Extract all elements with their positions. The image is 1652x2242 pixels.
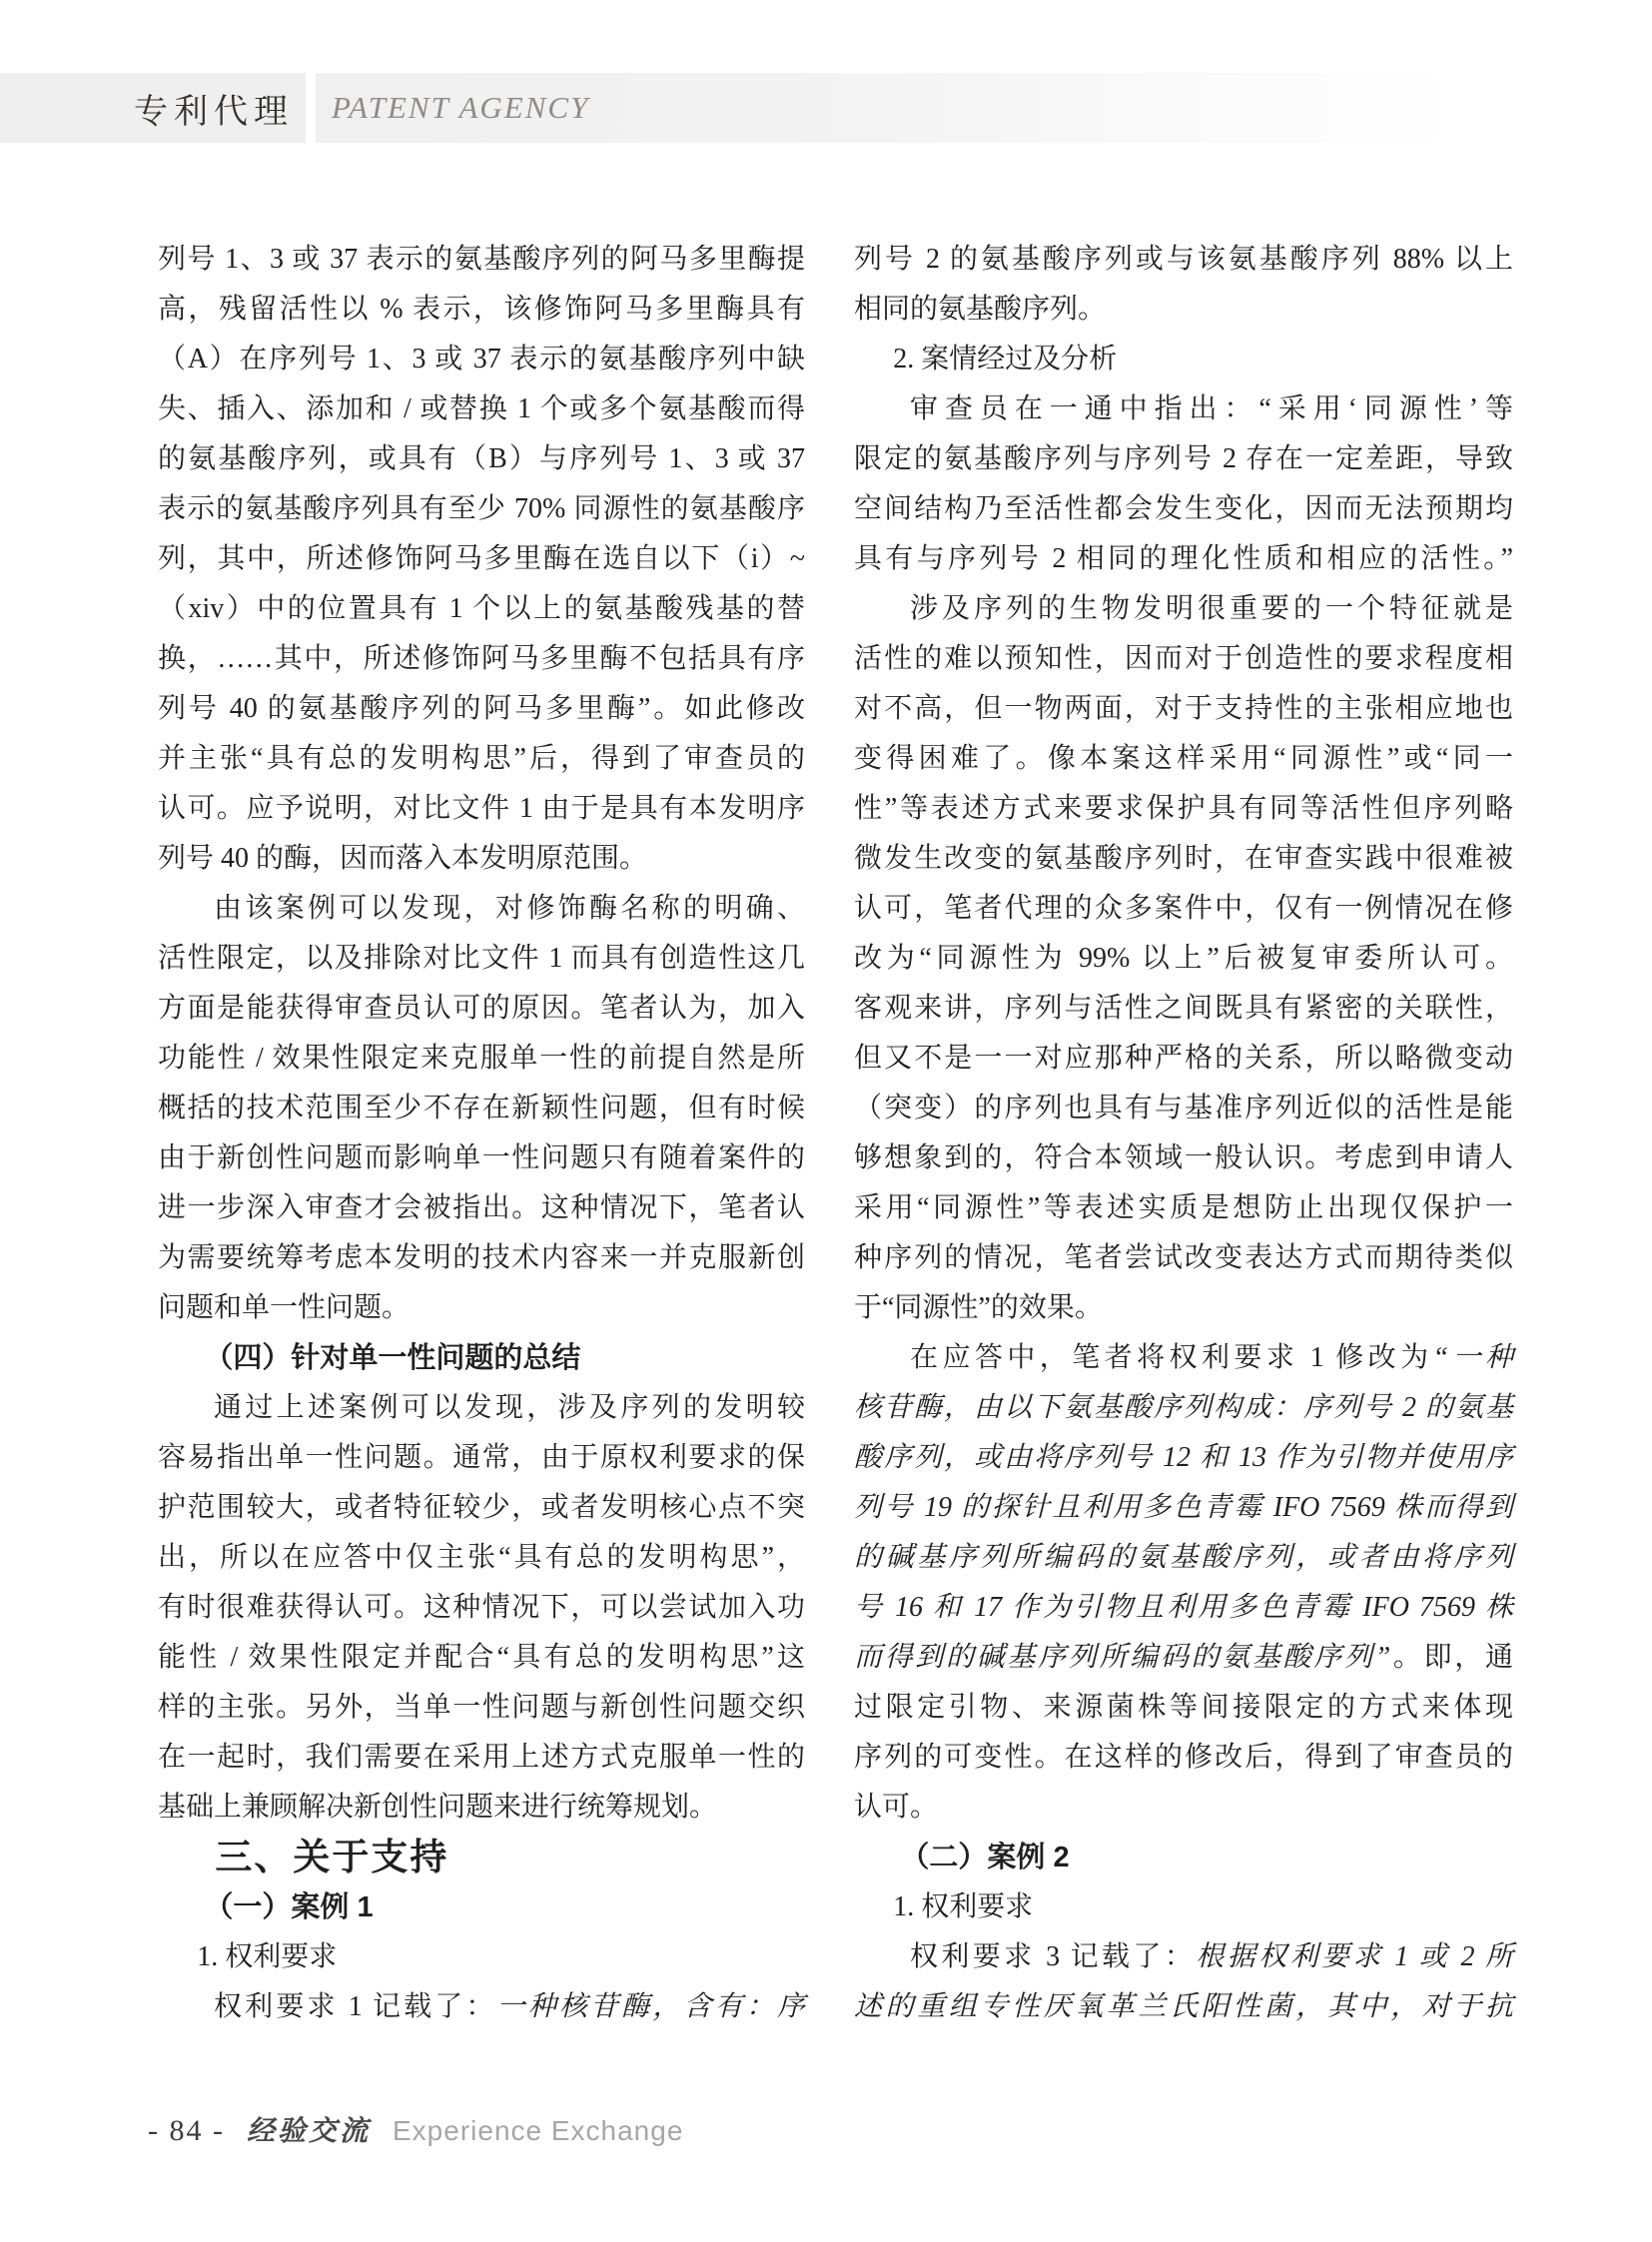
text-line: 三、关于支持 — [215, 1837, 449, 1877]
text-line: 护范围较大，或者特征较少，或者发明核心点不突 — [158, 1492, 805, 1523]
text-line — [854, 1483, 1513, 1533]
text-line: 客观来讲，序列与活性之间既具有紧密的关联性， — [854, 993, 1513, 1024]
text-line: 限定的氨基酸序列与序列号 2 存在一定差距，导致 — [854, 443, 1513, 474]
text-line: 但又不是一一对应那种严格的关系，所以略微变动 — [854, 1043, 1513, 1074]
text-line: 活性限定，以及排除对比文件 1 而具有创造性这几 — [158, 943, 805, 974]
page-footer — [148, 2109, 683, 2149]
text-column-left — [158, 235, 805, 2032]
text-line: 表示的氨基酸序列具有至少 70% 同源性的氨基酸序 — [158, 493, 805, 524]
text-line: 认可。应予说明，对比文件 1 由于是具有本发明序 — [158, 793, 805, 824]
text-line: （四）针对单一性问题的总结 — [204, 1342, 581, 1374]
text-line: 列号 1、3 或 37 表示的氨基酸序列的阿马多里酶提 — [158, 244, 805, 275]
quoted-claim-text: 列号 19 的探针且利用多色青霉 IFO 7569 株而得到 — [854, 1492, 1513, 1523]
text-line: 为需要统筹考虑本发明的技术内容来一并克服新创 — [158, 1242, 805, 1273]
text-line: 序列的可变性。在这样的修改后，得到了审查员的 — [854, 1742, 1513, 1773]
text-line: 列，其中，所述修饰阿马多里酶在选自以下（i）~ — [158, 543, 805, 574]
text-line: （二）案例 2 — [900, 1842, 1070, 1873]
text-line: 样的主张。另外，当单一性问题与新创性问题交织 — [158, 1692, 805, 1723]
quoted-claim-text: 根据权利要求 1 或 2 所 — [1196, 1941, 1513, 1972]
quoted-claim-text: 核苷酶，由以下氨基酸序列构成：序列号 2 的氨基 — [854, 1392, 1513, 1423]
text-line: 对不高，但一物两面，对于支持性的主张相应地也 — [854, 693, 1513, 724]
text-column-right — [854, 235, 1513, 2032]
header-title-cn: 专利代理 — [134, 92, 294, 131]
text-line: （xiv）中的位置具有 1 个以上的氨基酸残基的替 — [158, 593, 805, 624]
text-line: 够想象到的，符合本领域一般认识。考虑到申请人 — [854, 1142, 1513, 1173]
text-line: 具有与序列号 2 相同的理化性质和相应的活性。” — [854, 543, 1513, 574]
text-line: 活性的难以预知性，因而对于创造性的要求程度相 — [854, 643, 1513, 674]
text-line: 通过上述案例可以发现，涉及序列的发明较 — [214, 1392, 805, 1423]
text-line: 1. 权利要求 — [893, 1891, 1034, 1922]
text-line: 概括的技术范围至少不存在新颖性问题，但有时候 — [158, 1093, 805, 1123]
text-line: 列号 40 的氨基酸序列的阿马多里酶”。如此修改 — [158, 693, 805, 724]
text-line — [854, 1433, 1513, 1483]
text-line: （A）在序列号 1、3 或 37 表示的氨基酸序列中缺 — [158, 344, 805, 374]
text-line: 能性 / 效果性限定并配合“具有总的发明构思”这 — [158, 1642, 805, 1673]
text-line: 2. 案情经过及分析 — [893, 344, 1118, 374]
quoted-claim-text: 酸序列，或由将序列号 12 和 13 作为引物并使用序 — [854, 1442, 1513, 1473]
text-line: 的氨基酸序列，或具有（B）与序列号 1、3 或 37 — [158, 443, 805, 474]
quoted-claim-text: 述的重组专性厌氧革兰氏阳性菌，其中，对于抗 — [854, 1991, 1513, 2022]
text-line: 容易指出单一性问题。通常，由于原权利要求的保 — [158, 1442, 805, 1473]
text-line: 进一步深入审查才会被指出。这种情况下，笔者认 — [158, 1192, 805, 1223]
text-line — [854, 1932, 1513, 1982]
text-line — [854, 1633, 1513, 1683]
text-line: 微发生改变的氨基酸序列时，在审查实践中很难被 — [854, 843, 1513, 874]
text-line: 种序列的情况，笔者尝试改变表达方式而期待类似 — [854, 1242, 1513, 1273]
header-band-left — [0, 73, 306, 143]
text-line — [854, 1333, 1513, 1383]
text-line: 问题和单一性问题。 — [158, 1292, 411, 1323]
text-line: 列号 40 的酶，因而落入本发明原范围。 — [158, 843, 648, 874]
text-line: （一）案例 1 — [204, 1891, 374, 1923]
text-line — [854, 1982, 1513, 2032]
text-line: 有时很难获得认可。这种情况下，可以尝试加入功 — [158, 1592, 805, 1623]
text-line: 涉及序列的生物发明很重要的一个特征就是 — [910, 593, 1513, 624]
text-line: 并主张“具有总的发明构思”后，得到了审查员的 — [158, 743, 805, 774]
body-text: 在应答中，笔者将权利要求 1 修改为 — [910, 1342, 1433, 1373]
text-line: 功能性 / 效果性限定来克服单一性的前提自然是所 — [158, 1043, 805, 1074]
text-line: 由该案例可以发现，对修饰酶名称的明确、 — [214, 893, 805, 924]
text-line: 改为“同源性为 99% 以上”后被复审委所认可。 — [854, 943, 1513, 974]
text-line — [854, 1533, 1513, 1583]
quoted-claim-text: 而得到的碱基序列所编码的氨基酸序列” — [854, 1642, 1391, 1673]
text-line: 由于新创性问题而影响单一性问题只有随着案件的 — [158, 1142, 805, 1173]
text-line — [854, 1583, 1513, 1633]
body-text: 权利要求 1 记载了： — [214, 1991, 497, 2022]
text-line: 认可。 — [854, 1792, 939, 1823]
text-line: 失、插入、添加和 / 或替换 1 个或多个氨基酸而得 — [158, 393, 805, 424]
body-text: 权利要求 3 记载了： — [910, 1941, 1197, 1972]
page-number: - 84 - — [148, 2114, 225, 2147]
text-line: 方面是能获得审查员认可的原因。笔者认为，加入 — [158, 993, 805, 1024]
text-line — [854, 1383, 1513, 1433]
text-line: 采用“同源性”等表述实质是想防止出现仅保护一 — [854, 1192, 1513, 1223]
text-line: （突变）的序列也具有与基准序列近似的活性是能 — [854, 1093, 1513, 1123]
body-text: 。即，通 — [1390, 1642, 1513, 1673]
text-line: 认可，笔者代理的众多案件中，仅有一例情况在修 — [854, 893, 1513, 924]
text-line: 列号 2 的氨基酸序列或与该氨基酸序列 88% 以上 — [854, 244, 1513, 275]
quoted-claim-text: “一种 — [1432, 1342, 1513, 1373]
text-line: 出，所以在应答中仅主张“具有总的发明构思”， — [158, 1542, 805, 1573]
text-line: 空间结构乃至活性都会发生变化，因而无法预期均 — [854, 493, 1513, 524]
quoted-claim-text: 的碱基序列所编码的氨基酸序列，或者由将序列 — [854, 1542, 1513, 1573]
header-title-en: PATENT AGENCY — [332, 90, 590, 125]
text-line: 相同的氨基酸序列。 — [854, 294, 1107, 325]
text-line: 变得困难了。像本案这样采用“同源性”或“同一 — [854, 743, 1513, 774]
text-line: 基础上兼顾解决新创性问题来进行统筹规划。 — [158, 1792, 718, 1823]
text-line: 审查员在一通中指出：“采用‘同源性’等 — [910, 393, 1513, 424]
text-line: 1. 权利要求 — [197, 1941, 338, 1972]
text-line: 高，残留活性以 % 表示，该修饰阿马多里酶具有 — [158, 294, 805, 325]
header-band-right — [316, 73, 1459, 143]
quoted-claim-text: 一种核苷酶，含有：序 — [496, 1991, 805, 2022]
text-line: 换，……其中，所述修饰阿马多里酶不包括具有序 — [158, 643, 805, 674]
text-line: 于“同源性”的效果。 — [854, 1292, 1103, 1323]
quoted-claim-text: 号 16 和 17 作为引物且利用多色青霉 IFO 7569 株 — [854, 1592, 1513, 1623]
footer-section-title-cn: 经验交流 — [246, 2116, 371, 2147]
text-line: 性”等表述方式来要求保护具有同等活性但序列略 — [854, 793, 1513, 824]
text-line: 在一起时，我们需要在采用上述方式克服单一性的 — [158, 1742, 805, 1773]
text-line — [158, 1982, 805, 2032]
footer-section-title-en: Experience Exchange — [393, 2115, 684, 2146]
text-line: 过限定引物、来源菌株等间接限定的方式来体现 — [854, 1692, 1513, 1723]
